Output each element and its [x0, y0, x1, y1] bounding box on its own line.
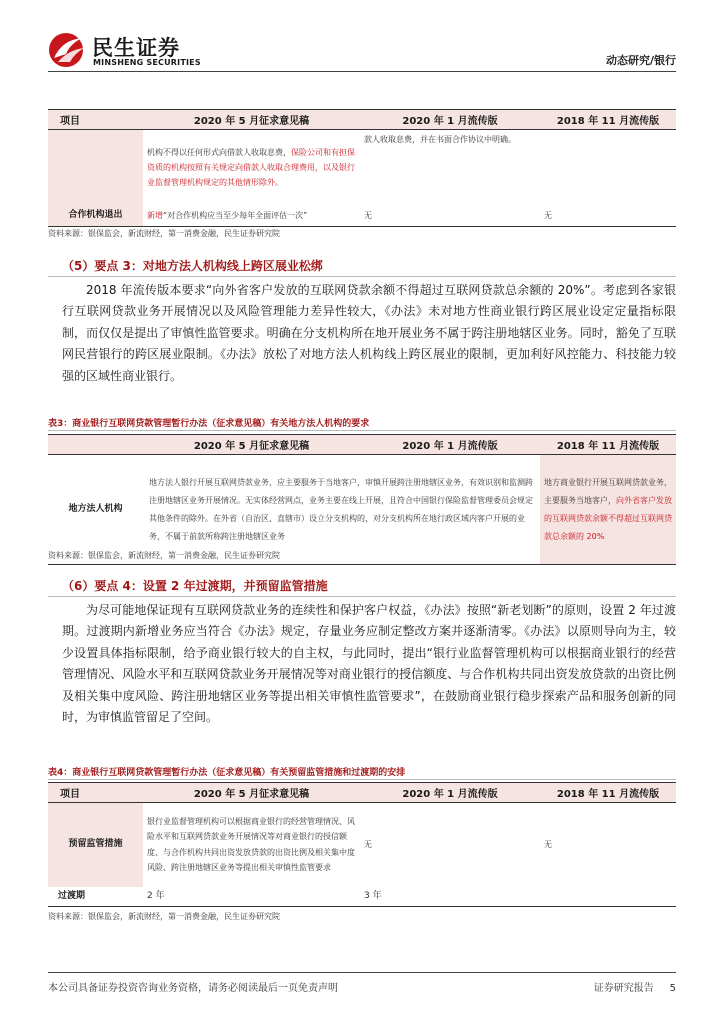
cell-2020-may: [143, 130, 360, 205]
table-header-row: [48, 783, 676, 803]
cell-text: 地方商业银行开展互联网贷款业务，主要服务当地客户，: [544, 477, 672, 505]
col-header-2020-may: 2020 年 5 月征求意见稿: [143, 110, 360, 130]
footer-report-info: [594, 979, 676, 994]
col-header-2018-nov: 2018 年 11 月流传版: [540, 110, 676, 130]
table-header-row: [48, 435, 676, 455]
cell-2018-nov: [540, 130, 676, 205]
caption-divider: [48, 430, 676, 431]
table-3: [48, 434, 676, 565]
col-header-2020-jan: 2020 年 1 月流传版: [360, 783, 540, 803]
cell-2020-may: 银行业监督管理机构可以根据商业银行的经营管理情况、风险水平和互联网贷款业务开展情况等对商业银行的授信额度、与合作机构共同出资发放贷款的出资比例及相关集中度风险、跨注册地辖区业务等提出相关审慎性监管要求: [147, 816, 355, 873]
col-header-2020-jan: 2020 年 1 月流传版: [360, 110, 540, 130]
footer-divider: [48, 972, 676, 973]
cell-2020-jan: 款人收取息费，并在书面合作协议中明确。: [364, 135, 516, 144]
cell-2018-nov: [540, 887, 676, 907]
col-header-2018-nov: 2018 年 11 月流传版: [540, 435, 676, 455]
table-row: [48, 803, 676, 887]
source-note: 资料来源：银保监会，新流财经，第一消费金融，民生证券研究院: [48, 551, 280, 560]
row-label-local-institution: 地方法人机构: [48, 455, 143, 565]
caption-divider: [48, 779, 676, 780]
logo-chinese-name: 民生证券: [92, 36, 180, 60]
row-label-reserved-measures: 预留监管措施: [48, 803, 143, 887]
cell-text-highlight: 向外省客户发放的互联网贷款余额不得超过互联网贷款总余额的 20%: [544, 495, 672, 541]
table-caption: 表3：商业银行互联网贷款管理暂行办法（征求意见稿）有关地方法人机构的要求: [48, 419, 370, 429]
logo-english-name: MINSHENG SECURITIES: [93, 58, 201, 67]
minsheng-logo-icon: [48, 30, 88, 70]
section-paragraph: 为尽可能地保证现有互联网贷款业务的连续性和保护客户权益，《办法》按照“新老划断”的原则，设置 2 年过渡期。过渡期内新增业务应当符合《办法》规定，存量业务应制定整改方案并逐渐清零。《办法》以原则导向为主，较少设置具体指标限制，给予商业银行较大的自主权，与此同时，提出“银行业监督管理机构可以根据商业银行的经营管理情况、风险水平和互联网贷款业务开展情况等对商业银行的授信额度、与合作机构共同出资发放贷款的出资比例及相关集中度风险、跨注册地辖区业务等提出相关审慎性监管要求”，在鼓励商业银行稳步探索产品和服务创新的同时，为审慎监管留足了空间。: [62, 603, 676, 725]
section-heading: （5）要点 3：对地方法人机构线上跨区展业松绑: [62, 259, 323, 273]
cell-2020-jan: 无: [364, 840, 372, 850]
header-divider: [48, 71, 676, 72]
col-header-empty: [48, 435, 143, 455]
table-row: [48, 205, 676, 227]
cell-text: 机构不得以任何形式向借款人收取息费，: [147, 147, 291, 157]
report-section-label: 动态研究/银行: [605, 54, 676, 67]
col-header-2020-may: 2020 年 5 月征求意见稿: [143, 435, 360, 455]
cell-2020-may: 2 年: [143, 887, 360, 907]
page-header: [0, 0, 724, 80]
cell-2018-nov: 无: [540, 205, 676, 227]
cell-new-tag: 新增: [147, 210, 163, 220]
table-caption: 表4：商业银行互联网贷款管理暂行办法（征求意见稿）有关预留监管措施和过渡期的安排: [48, 768, 406, 778]
heading-divider: [48, 596, 676, 597]
minsheng-logo: [48, 30, 201, 70]
row-label-empty: [48, 130, 143, 205]
table-continued: [48, 109, 676, 227]
cell-2020-may: [143, 205, 360, 227]
page-number: 5: [669, 983, 676, 994]
cell-2018-nov: 无: [544, 840, 552, 850]
cell-2020-jan: 无: [360, 205, 540, 227]
col-header-2020-may: 2020 年 5 月征求意见稿: [143, 783, 360, 803]
cell-2018-nov: [540, 455, 676, 565]
cell-merged-2020: 地方法人银行开展互联网贷款业务，应主要服务于当地客户，审慎开展跨注册地辖区业务，有效识别和监测跨注册地辖区业务开展情况。无实体经营网点，业务主要在线上开展，且符合中国银行保险监督管理委员会规定其他条件的除外。在外省（自治区、直辖市）设立分支机构的，对分支机构所在地行政区域内客户开展的业务，不属于前款所称跨注册地辖区业务: [143, 455, 540, 565]
source-note: 资料来源：银保监会，新流财经，第一消费金融，民生证券研究院: [48, 912, 280, 921]
footer-disclaimer: 本公司具备证券投资咨询业务资格，请务必阅读最后一页免责声明: [48, 983, 338, 994]
heading-divider: [48, 276, 676, 277]
row-label-partner-exit: 合作机构退出: [48, 205, 143, 227]
footer-report-label: 证券研究报告: [593, 983, 654, 994]
cell-text-highlight: 保险公司和有担保资质的机构按照有关规定向借款人收取合理费用，以及银行业监督管理机构规定的其他情形除外。: [147, 147, 355, 187]
section-heading: （6）要点 4：设置 2 年过渡期，并预留监管措施: [62, 579, 328, 593]
col-header-item: 项目: [48, 110, 143, 130]
row-label-transition-period: 过渡期: [48, 887, 143, 907]
source-note: 资料来源：银保监会，新流财经，第一消费金融，民生证券研究院: [48, 229, 280, 238]
table-4: [48, 782, 676, 907]
table-row: [48, 455, 676, 565]
col-header-item: 项目: [48, 783, 143, 803]
section-paragraph: 2018 年流传版本要求“向外省客户发放的互联网贷款余额不得超过互联网贷款总余额的 20%”。考虑到各家银行互联网贷款业务开展情况以及风险管理能力差异性较大，《办法》未对地方性商业银行跨区展业设定定量指标限制，而仅仅是提出了审慎性监管要求。明确在分支机构所在地开展业务不属于跨注册地辖区业务。同时，豁免了互联网民营银行的跨区展业限制。《办法》放松了对地方法人机构线上跨区展业的限制，更加利好风控能力、科技能力较强的区域性商业银行。: [62, 283, 676, 383]
col-header-2018-nov: 2018 年 11 月流传版: [540, 783, 676, 803]
table-row: [48, 130, 676, 205]
table-header-row: [48, 110, 676, 130]
cell-text: “对合作机构应当至少每年全面评估一次”: [163, 210, 308, 220]
table-row: [48, 887, 676, 907]
col-header-2020-jan: 2020 年 1 月流传版: [360, 435, 540, 455]
cell-2020-jan: 3 年: [360, 887, 540, 907]
